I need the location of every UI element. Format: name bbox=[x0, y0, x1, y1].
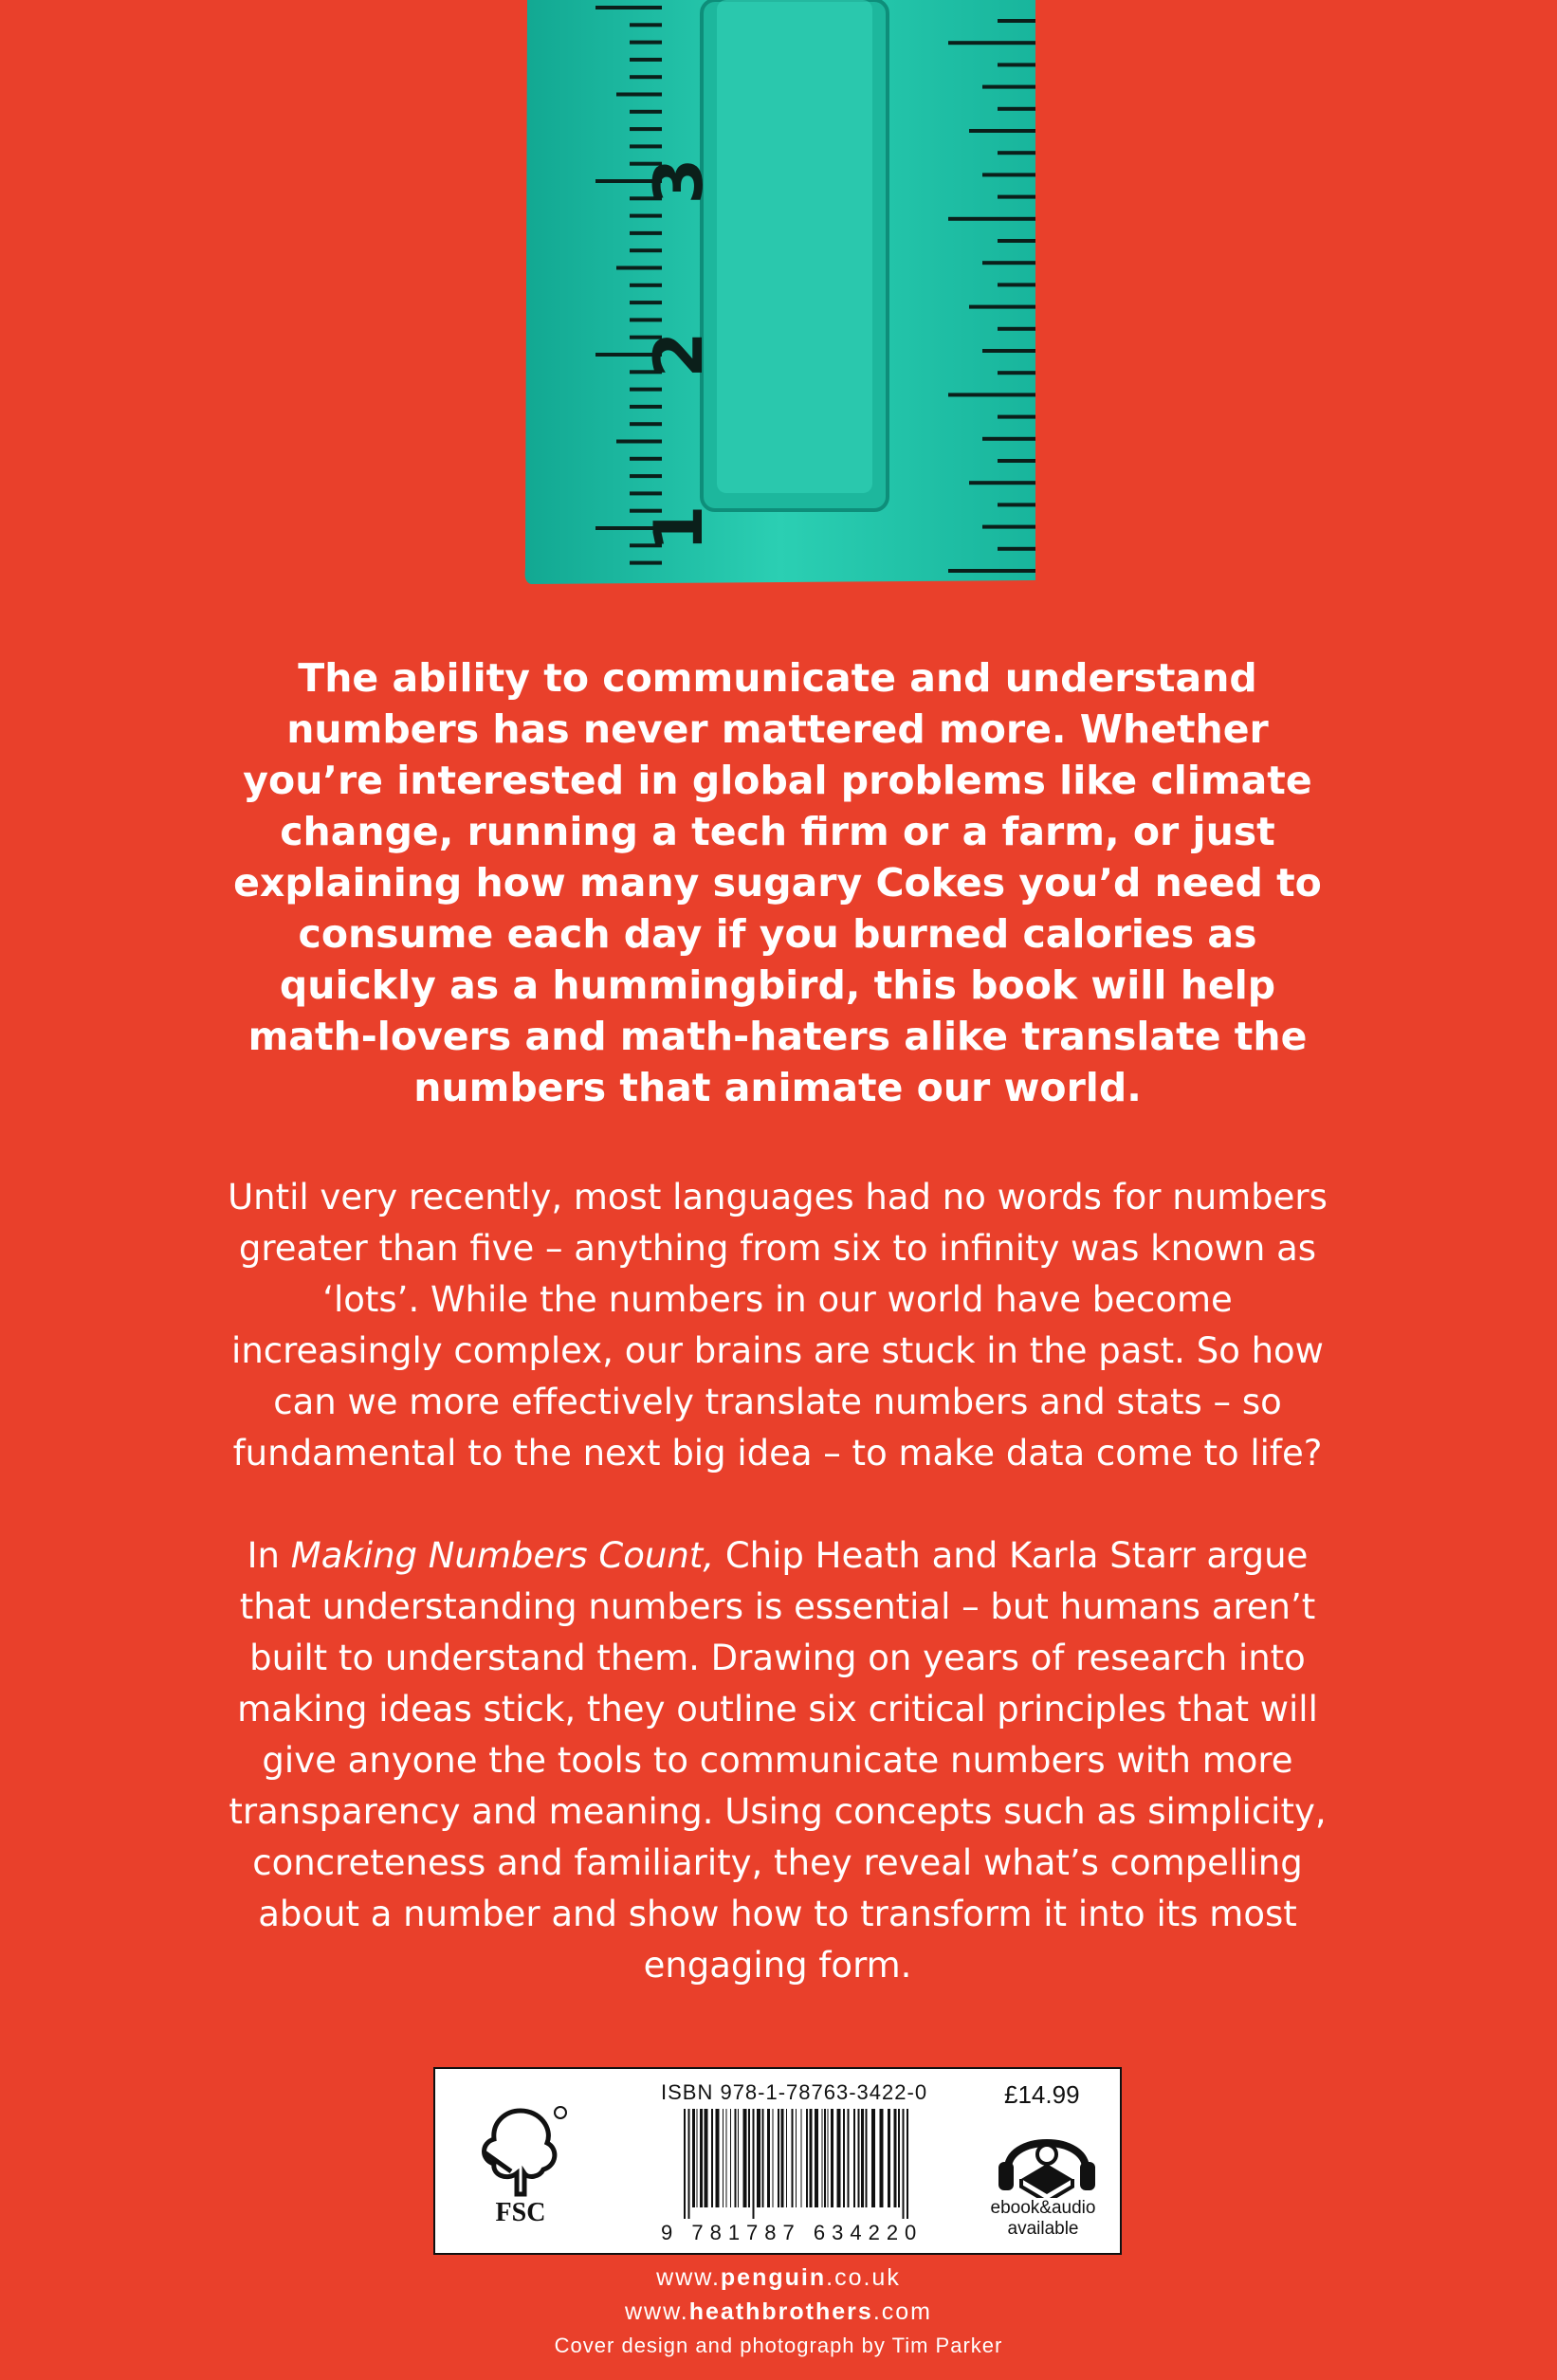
blurb bbox=[218, 652, 1337, 1991]
barcode-bar bbox=[871, 2109, 875, 2207]
ruler-tick bbox=[630, 110, 662, 114]
barcode-bar bbox=[692, 2109, 695, 2207]
ruler-tick bbox=[630, 127, 662, 131]
ruler-tick bbox=[630, 231, 662, 235]
barcode-bar bbox=[828, 2109, 829, 2207]
barcode-bar bbox=[903, 2109, 905, 2219]
book-title: Making Numbers Count, bbox=[290, 1535, 715, 1576]
headphones-book-icon bbox=[995, 2116, 1099, 2198]
ruler-tick bbox=[982, 85, 1035, 89]
ruler-tick bbox=[630, 388, 662, 392]
blurb-lead: The ability to communicate and understand numbers has never mattered more. Whether you’re interested in global problems like climate change, running a tech firm or a farm, or just explaining how many sugary Cokes you’d need to consume each day if you burned calories as quickly as a hummingbird, this book will help math-lovers and math-haters alike translate the numbers that animate our world. bbox=[233, 655, 1322, 1110]
blurb-paragraph-3 bbox=[218, 1530, 1337, 1991]
ruler-tick bbox=[982, 525, 1035, 529]
ruler-tick bbox=[630, 561, 662, 565]
barcode-bar bbox=[748, 2109, 750, 2207]
barcode bbox=[684, 2109, 911, 2219]
fsc-label: FSC bbox=[495, 2198, 546, 2227]
ruler-tick bbox=[630, 144, 662, 148]
barcode-digits: 9 781787 634220 bbox=[661, 2221, 924, 2244]
para3-rest: Chip Heath and Karla Starr argue that understanding numbers is essential – but humans aren’t built to understand them. Drawing on years of research into making ideas stick, they outline six critical principles that will give anyone the tools to communicate numbers with more transparency and meaning. Using concepts such as simplicity, concreteness and familiarity, they reveal what’s compelling about a number and show how to transform it into its most engaging form. bbox=[229, 1535, 1327, 1986]
ruler-photo bbox=[512, 0, 1043, 597]
barcode-bar bbox=[796, 2109, 797, 2207]
ruler-tick bbox=[998, 503, 1035, 506]
ruler-tick bbox=[630, 422, 662, 426]
barcode-bar bbox=[894, 2109, 897, 2207]
ruler-tick bbox=[630, 318, 662, 321]
ruler-tick bbox=[630, 41, 662, 45]
ruler-tick bbox=[998, 283, 1035, 286]
blurb-paragraph-2: Until very recently, most languages had no words for numbers greater than five – anything from six to infinity was known as ‘lots’. While the numbers in our world have become increasingly complex, our brains are stuck in the past. So how can we more effectively translate numbers and stats – so fundamental to the next big idea – to make data come to life? bbox=[228, 1177, 1328, 1474]
ruler-tick bbox=[969, 129, 1035, 133]
isbn-number: ISBN 978-1-78763-3422-0 bbox=[661, 2080, 928, 2104]
barcode-bar bbox=[843, 2109, 845, 2207]
ruler-tick bbox=[998, 415, 1035, 419]
ruler-tick bbox=[998, 239, 1035, 243]
para3-prefix: In bbox=[247, 1535, 291, 1576]
ruler-tick bbox=[998, 151, 1035, 155]
heathbrothers-website[interactable]: www.heathbrothers.com bbox=[624, 2298, 932, 2325]
barcode-bar bbox=[831, 2109, 833, 2207]
barcode-bar bbox=[700, 2109, 703, 2207]
ruler-tick bbox=[630, 23, 662, 27]
ruler-tick bbox=[948, 41, 1035, 45]
fsc-tree-icon bbox=[473, 2103, 568, 2198]
footer bbox=[0, 2261, 1557, 2363]
barcode-bar bbox=[705, 2109, 708, 2207]
barcode-bar bbox=[848, 2109, 850, 2207]
barcode-bar bbox=[757, 2109, 760, 2207]
barcode-bar bbox=[726, 2109, 727, 2207]
barcode-bar bbox=[861, 2109, 864, 2207]
penguin-website[interactable]: www.penguin.co.uk bbox=[656, 2264, 901, 2291]
barcode-bar bbox=[716, 2109, 720, 2207]
barcode-bar bbox=[711, 2109, 713, 2207]
barcode-bar bbox=[697, 2109, 698, 2207]
ruler-tick bbox=[969, 305, 1035, 309]
ruler-tick bbox=[595, 6, 662, 9]
ruler-tick bbox=[630, 214, 662, 218]
barcode-bar bbox=[767, 2109, 770, 2207]
ruler-tick bbox=[998, 371, 1035, 375]
ruler-tick bbox=[630, 474, 662, 478]
ruler-number: 2 bbox=[640, 331, 718, 378]
barcode-bar bbox=[880, 2109, 884, 2207]
barcode-bar bbox=[853, 2109, 855, 2207]
ruler-tick bbox=[630, 75, 662, 79]
barcode-bar bbox=[810, 2109, 813, 2207]
ruler-tick bbox=[998, 63, 1035, 66]
barcode-bar bbox=[688, 2109, 690, 2219]
barcode-bar bbox=[738, 2109, 739, 2207]
ruler-tick bbox=[630, 457, 662, 461]
ruler-tick bbox=[998, 327, 1035, 331]
ruler-tick bbox=[969, 481, 1035, 485]
cover-credit: Cover design and photograph by Tim Parker bbox=[554, 2334, 1003, 2357]
ruler-tick bbox=[998, 195, 1035, 199]
barcode-bar bbox=[778, 2109, 779, 2207]
ruler-tick bbox=[630, 248, 662, 252]
ruler-groove-highlight bbox=[717, 0, 872, 493]
ruler-tick bbox=[982, 261, 1035, 265]
barcode-bar bbox=[822, 2109, 823, 2207]
barcode-bar bbox=[762, 2109, 764, 2207]
barcode-bar bbox=[837, 2109, 841, 2207]
ruler-number: 1 bbox=[640, 504, 718, 552]
ruler-tick bbox=[998, 107, 1035, 111]
barcode-bar bbox=[888, 2109, 890, 2207]
barcode-bar bbox=[866, 2109, 868, 2207]
barcode-bar bbox=[723, 2109, 724, 2207]
barcode-bar bbox=[898, 2109, 900, 2207]
barcode-bar bbox=[815, 2109, 818, 2207]
ruler-tick bbox=[982, 349, 1035, 353]
barcode-bar bbox=[801, 2109, 802, 2207]
barcode-bar bbox=[824, 2109, 826, 2207]
barcode-bar bbox=[730, 2109, 731, 2207]
barcode-bar bbox=[735, 2109, 737, 2207]
barcode-bar bbox=[907, 2109, 908, 2219]
ruler-tick bbox=[616, 440, 662, 444]
barcode-bar bbox=[753, 2109, 755, 2219]
barcode-bar bbox=[684, 2109, 686, 2219]
ruler-tick bbox=[948, 569, 1035, 573]
barcode-bar bbox=[773, 2109, 774, 2207]
ruler-number: 3 bbox=[640, 157, 718, 205]
ruler-tick bbox=[948, 393, 1035, 396]
ruler-illustration bbox=[512, 0, 1043, 597]
barcode-bar bbox=[858, 2109, 860, 2207]
ruler-tick bbox=[630, 284, 662, 287]
barcode-bar bbox=[792, 2109, 794, 2207]
ebook-audio-label: ebook&audio available bbox=[990, 2198, 1096, 2239]
ruler-tick bbox=[998, 459, 1035, 463]
barcode-bar bbox=[806, 2109, 808, 2207]
ruler-tick bbox=[948, 217, 1035, 221]
ruler-tick bbox=[982, 437, 1035, 441]
ruler-tick bbox=[630, 405, 662, 409]
ruler-tick bbox=[982, 173, 1035, 176]
barcode-bar bbox=[786, 2109, 787, 2207]
barcode-box bbox=[433, 2067, 1122, 2255]
ruler-tick bbox=[998, 547, 1035, 551]
fsc-logo bbox=[473, 2103, 568, 2227]
barcode-bar bbox=[781, 2109, 784, 2207]
price: £14.99 bbox=[1004, 2080, 1080, 2109]
ruler-tick bbox=[616, 93, 662, 97]
ruler-tick bbox=[616, 266, 662, 270]
ruler-tick bbox=[630, 301, 662, 304]
barcode-bar bbox=[743, 2109, 747, 2207]
ruler-tick bbox=[630, 58, 662, 62]
ruler-tick bbox=[998, 19, 1035, 23]
ruler-tick bbox=[630, 491, 662, 495]
